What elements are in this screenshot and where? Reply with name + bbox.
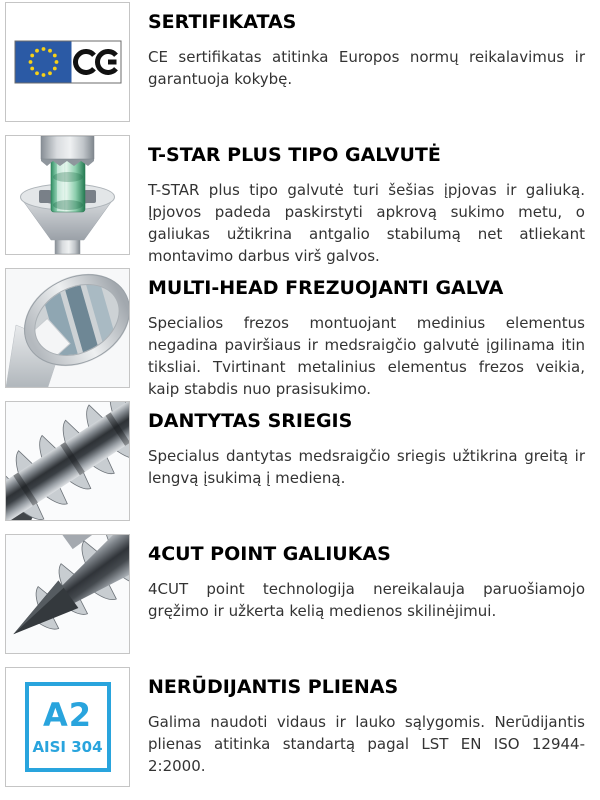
a2-steel-grade-label: A2 — [42, 695, 93, 734]
section-sertifikatas — [5, 2, 600, 135]
feature-image-box — [5, 135, 130, 255]
feature-text — [148, 135, 585, 267]
feature-text — [148, 401, 585, 489]
feature-text — [148, 268, 585, 400]
feature-image-box — [5, 401, 130, 521]
ce-certificate-image — [14, 40, 122, 84]
four-cut-point-image — [6, 535, 129, 653]
section-heading: DANTYTAS SRIEGIS — [148, 410, 353, 432]
section-serrated-thread — [5, 401, 600, 534]
section-heading: T-STAR PLUS TIPO GALVUTĖ — [148, 144, 441, 166]
section-body: Specialus dantytas medsraigčio sriegis užtikrina greitą ir lengvą įsukimą į medieną. — [148, 447, 585, 487]
section-body: 4CUT point technologija nereikalauja paruošiamojo gręžimo ir užkerta kelią medienos skilinėjimui. — [148, 580, 585, 620]
section-four-cut-point — [5, 534, 600, 667]
aisi-standard-label: AISI 304 — [32, 737, 103, 756]
feature-image-box — [5, 268, 130, 388]
section-t-star — [5, 135, 600, 268]
feature-text — [148, 2, 585, 90]
multi-head-milling-image — [6, 269, 129, 387]
section-heading: MULTI-HEAD FREZUOJANTI GALVA — [148, 277, 504, 299]
section-heading: 4CUT POINT GALIUKAS — [148, 543, 391, 565]
t-star-head-image — [6, 136, 129, 254]
a2-stainless-badge — [25, 682, 111, 772]
section-heading: NERŪDIJANTIS PLIENAS — [148, 676, 399, 698]
section-body: CE sertifikatas atitinka Europos normų reikalavimus ir garantuoja kokybę. — [148, 48, 585, 88]
section-body: Galima naudoti vidaus ir lauko sąlygomis. Nerūdijantis plienas atitinka standartą pagal LST EN ISO 12944-2:2000. — [148, 713, 585, 775]
feature-text — [148, 534, 585, 622]
section-multi-head — [5, 268, 600, 401]
section-body: T-STAR plus tipo galvutė turi šešias įpjovas ir galiuką. Įpjovos padeda paskirstyti apkrovą sukimo metu, o galiukas užtikrina antgalio stabilumą net atliekant montavimo darbus virš galvos. — [148, 181, 585, 265]
section-stainless-steel — [5, 667, 600, 800]
section-heading: SERTIFIKATAS — [148, 11, 297, 33]
feature-image-box — [5, 534, 130, 654]
feature-image-box — [5, 667, 130, 787]
serrated-thread-image — [6, 402, 129, 520]
feature-text — [148, 667, 585, 777]
feature-image-box — [5, 2, 130, 122]
section-body: Specialios frezos montuojant medinius elementus negadina paviršiaus ir medsraigčio galvutė įgilinama itin tiksliai. Tvirtinant metalinius elementus frezos veikia, kaip stabdis nuo prasisukimo. — [148, 314, 585, 398]
